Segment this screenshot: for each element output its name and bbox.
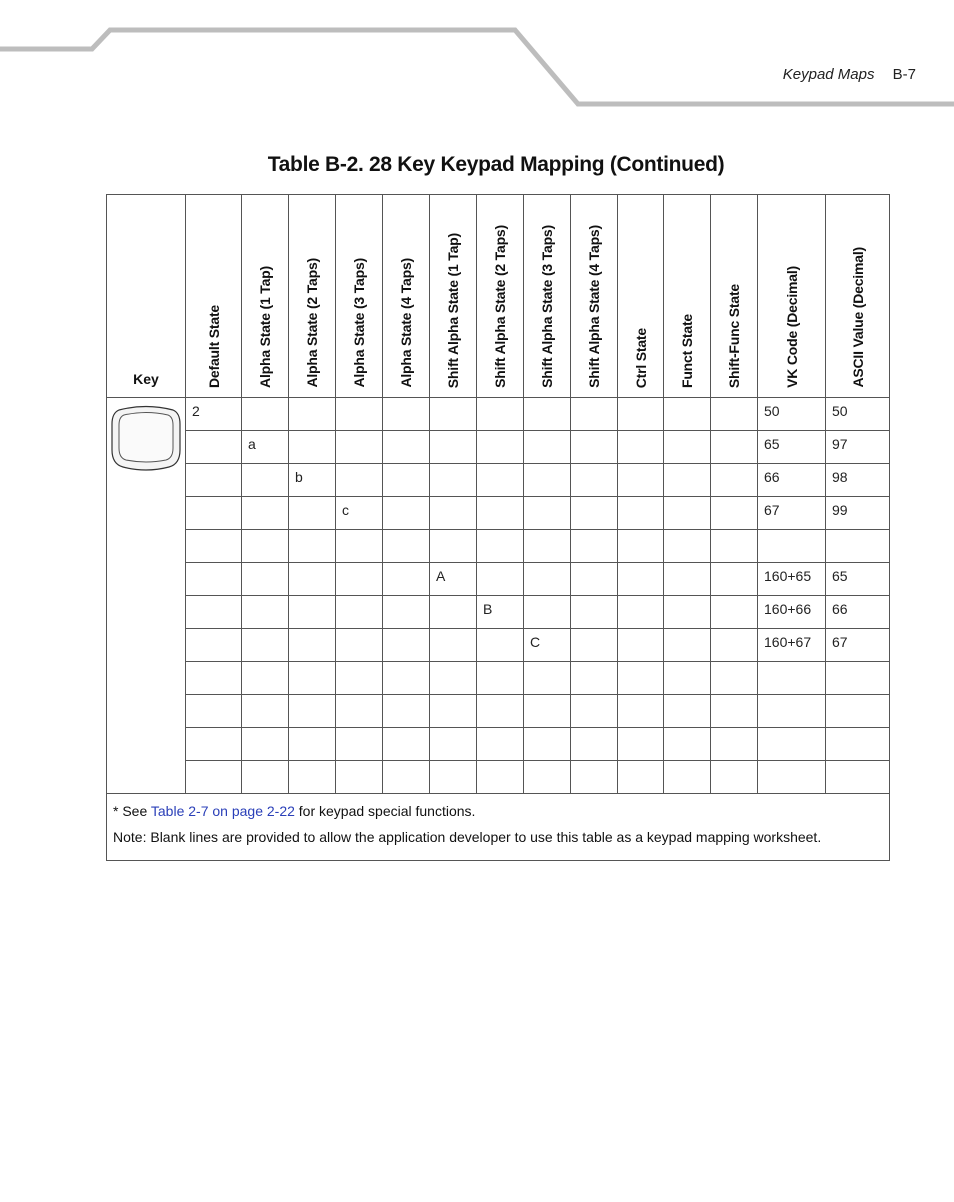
- table-row: [107, 596, 890, 629]
- table-cell: [430, 431, 477, 464]
- table-cell: [186, 530, 242, 563]
- table-row: [107, 464, 890, 497]
- table-cell: [571, 563, 618, 596]
- table-header-row: [107, 195, 890, 398]
- table-cell: 99: [826, 497, 890, 530]
- table-row: [107, 530, 890, 563]
- column-header-label: Alpha State (4 Taps): [398, 258, 414, 388]
- table-cell: [336, 662, 383, 695]
- table-cell: [242, 662, 289, 695]
- table-cell: [826, 761, 890, 794]
- table-cell: A: [430, 563, 477, 596]
- keypad-mapping-table: [106, 194, 890, 861]
- table-cell: [618, 464, 664, 497]
- table-cell: [826, 662, 890, 695]
- table-cell: 65: [826, 563, 890, 596]
- table-cell: [477, 662, 524, 695]
- table-cell: [430, 398, 477, 431]
- table-cell: [524, 398, 571, 431]
- column-header: [336, 195, 383, 398]
- table-cell: c: [336, 497, 383, 530]
- table-cell: [711, 695, 758, 728]
- table-cell: b: [289, 464, 336, 497]
- column-header-label: Shift Alpha State (4 Taps): [586, 225, 602, 388]
- running-header: [783, 66, 916, 83]
- column-header: [758, 195, 826, 398]
- table-cell: [477, 695, 524, 728]
- table-cell: [186, 728, 242, 761]
- table-cell: [477, 464, 524, 497]
- column-header-label: VK Code (Decimal): [783, 266, 800, 388]
- table-cell: [430, 596, 477, 629]
- table-cell: [336, 431, 383, 464]
- table-cell: [289, 629, 336, 662]
- table-cell: [289, 563, 336, 596]
- table-cell: [186, 629, 242, 662]
- table-cell: [664, 596, 711, 629]
- table-cell: [477, 761, 524, 794]
- table-cell: [618, 596, 664, 629]
- table-cell: [711, 431, 758, 464]
- table-cell: [571, 530, 618, 563]
- table-cell: [242, 398, 289, 431]
- column-header: [383, 195, 430, 398]
- table-row: [107, 497, 890, 530]
- table-cell: [336, 398, 383, 431]
- table-cell: [524, 464, 571, 497]
- column-header-label: Shift Alpha State (3 Taps): [539, 225, 555, 388]
- table-cell: [618, 497, 664, 530]
- table-cell: [383, 497, 430, 530]
- table-cell: [242, 728, 289, 761]
- table-cell: [477, 728, 524, 761]
- table-body: [107, 398, 890, 794]
- table-cell: 66: [758, 464, 826, 497]
- table-cell: [571, 596, 618, 629]
- table-cell: [336, 530, 383, 563]
- table-cell: [242, 530, 289, 563]
- column-header-label: Shift Alpha State (1 Tap): [445, 232, 461, 388]
- table-cell: [711, 563, 758, 596]
- table-cell: [618, 662, 664, 695]
- column-header: [186, 195, 242, 398]
- column-header-label: Key: [133, 371, 159, 387]
- table-cell: [336, 596, 383, 629]
- table-cell: [524, 728, 571, 761]
- table-cell: [477, 530, 524, 563]
- table-cell: [826, 695, 890, 728]
- table-cell: [664, 728, 711, 761]
- column-header: [477, 195, 524, 398]
- table-cell: [242, 596, 289, 629]
- table-cell: [571, 431, 618, 464]
- table-cell: [664, 464, 711, 497]
- table-cell: [430, 464, 477, 497]
- table-cell: [618, 530, 664, 563]
- table-cell: [826, 728, 890, 761]
- table-cell: [758, 662, 826, 695]
- table-cell: [524, 761, 571, 794]
- table-cell: [618, 431, 664, 464]
- table-cell: [289, 431, 336, 464]
- table-cell: 65: [758, 431, 826, 464]
- table-cell: [383, 398, 430, 431]
- table-cell: [186, 596, 242, 629]
- table-cell: [571, 398, 618, 431]
- table-cell: B: [477, 596, 524, 629]
- table-cell: [477, 431, 524, 464]
- table-cell: [430, 497, 477, 530]
- table-cell: [289, 530, 336, 563]
- table-cell: [664, 497, 711, 530]
- footnote-link[interactable]: Table 2-7 on page 2-22: [150, 803, 295, 819]
- table-cell: [242, 563, 289, 596]
- column-header-label: Alpha State (3 Taps): [351, 258, 367, 388]
- table-cell: [571, 761, 618, 794]
- table-title: Table B-2. 28 Key Keypad Mapping (Continued): [267, 153, 725, 176]
- column-header: [571, 195, 618, 398]
- table-cell: [186, 761, 242, 794]
- column-header: [242, 195, 289, 398]
- table-cell: [477, 497, 524, 530]
- table-cell: [336, 464, 383, 497]
- table-cell: [430, 728, 477, 761]
- table-row: [107, 398, 890, 431]
- table-row: [107, 728, 890, 761]
- column-header-label: Shift Alpha State (2 Taps): [492, 225, 508, 388]
- table-row: [107, 662, 890, 695]
- table-cell: [289, 695, 336, 728]
- table-cell: [383, 629, 430, 662]
- table-cell: [242, 629, 289, 662]
- header-decoration: [0, 0, 954, 120]
- table-cell: [242, 497, 289, 530]
- table-row: [107, 629, 890, 662]
- table-cell: [711, 497, 758, 530]
- table-cell: [289, 398, 336, 431]
- table-cell: [711, 596, 758, 629]
- column-header: [711, 195, 758, 398]
- column-header: [289, 195, 336, 398]
- table-cell: [711, 728, 758, 761]
- table-cell: [289, 596, 336, 629]
- table-cell: [524, 563, 571, 596]
- table-cell: [618, 629, 664, 662]
- table-cell: [524, 662, 571, 695]
- footnote-prefix: * See: [113, 803, 151, 819]
- table-cell: [758, 530, 826, 563]
- table-cell: [289, 662, 336, 695]
- table-cell: [430, 530, 477, 563]
- table-cell: 67: [758, 497, 826, 530]
- table-cell: 160+65: [758, 563, 826, 596]
- table-cell: [383, 662, 430, 695]
- table-cell: 50: [758, 398, 826, 431]
- table-cell: [664, 431, 711, 464]
- table-cell: [571, 497, 618, 530]
- table-cell: [186, 497, 242, 530]
- table-cell: [383, 728, 430, 761]
- footnote-suffix: for keypad special functions.: [294, 803, 476, 819]
- table-cell: [289, 497, 336, 530]
- table-cell: [571, 629, 618, 662]
- table-cell: [336, 563, 383, 596]
- table-cell: a: [242, 431, 289, 464]
- column-header-label: Alpha State (1 Tap): [257, 266, 273, 388]
- table-row: [107, 431, 890, 464]
- table-cell: C: [524, 629, 571, 662]
- table-cell: [242, 761, 289, 794]
- table-cell: [524, 695, 571, 728]
- table-cell: [571, 728, 618, 761]
- table-cell: 2: [186, 398, 242, 431]
- table-cell: [336, 695, 383, 728]
- table-footnote: [107, 794, 890, 861]
- table-cell: [477, 398, 524, 431]
- column-header-label: Alpha State (2 Taps): [304, 258, 320, 388]
- table-cell: [383, 761, 430, 794]
- column-header: [826, 195, 890, 398]
- table-cell: [336, 728, 383, 761]
- table-cell: 160+66: [758, 596, 826, 629]
- table-cell: [430, 629, 477, 662]
- table-cell: [571, 662, 618, 695]
- table-cell: [336, 629, 383, 662]
- table-row: [107, 695, 890, 728]
- page-number: B-7: [892, 66, 916, 83]
- table-cell: [711, 629, 758, 662]
- table-cell: [571, 695, 618, 728]
- table-cell: [758, 728, 826, 761]
- column-header: [524, 195, 571, 398]
- table-cell: [524, 530, 571, 563]
- table-cell: [618, 728, 664, 761]
- table-cell: [383, 695, 430, 728]
- table-cell: [664, 695, 711, 728]
- table-cell: [477, 629, 524, 662]
- table-cell: [186, 695, 242, 728]
- table-cell: [711, 530, 758, 563]
- table-cell: [524, 497, 571, 530]
- table-cell: [758, 761, 826, 794]
- table-cell: 66: [826, 596, 890, 629]
- table-cell: [289, 761, 336, 794]
- table-cell: [711, 398, 758, 431]
- table-cell: [571, 464, 618, 497]
- column-header: [664, 195, 711, 398]
- section-name: Keypad Maps: [782, 66, 875, 83]
- table-cell: 67: [826, 629, 890, 662]
- table-cell: [618, 761, 664, 794]
- column-header-key: [107, 195, 186, 398]
- blank-keypad-key-icon: [109, 404, 183, 472]
- table-cell: [664, 530, 711, 563]
- table-cell: [430, 662, 477, 695]
- table-cell: [664, 662, 711, 695]
- table-cell: [758, 695, 826, 728]
- table-cell: [711, 761, 758, 794]
- table-cell: [186, 431, 242, 464]
- table-cell: 50: [826, 398, 890, 431]
- table-cell: [524, 596, 571, 629]
- column-header-label: ASCII Value (Decimal): [849, 247, 866, 388]
- table-cell: 98: [826, 464, 890, 497]
- column-header-label: Default State: [205, 305, 222, 388]
- table-cell: [711, 662, 758, 695]
- table-cell: [618, 563, 664, 596]
- table-cell: [242, 695, 289, 728]
- table-cell: [711, 464, 758, 497]
- table-cell: [618, 695, 664, 728]
- table-cell: [186, 563, 242, 596]
- table-cell: [826, 530, 890, 563]
- table-cell: 160+67: [758, 629, 826, 662]
- table-cell: [186, 464, 242, 497]
- column-header: [430, 195, 477, 398]
- table-cell: [186, 662, 242, 695]
- column-header-label: Funct State: [679, 313, 695, 388]
- table-cell: [430, 761, 477, 794]
- column-header: [618, 195, 664, 398]
- table-cell: [383, 563, 430, 596]
- table-row: [107, 563, 890, 596]
- table-cell: [383, 464, 430, 497]
- column-header-label: Ctrl State: [632, 327, 649, 388]
- table-cell: [430, 695, 477, 728]
- table-cell: 97: [826, 431, 890, 464]
- key-cell: [107, 398, 186, 794]
- table-cell: [618, 398, 664, 431]
- table-cell: [383, 431, 430, 464]
- column-header-label: Shift-Func State: [726, 283, 742, 388]
- table-cell: [477, 563, 524, 596]
- table-cell: [664, 761, 711, 794]
- table-cell: [336, 761, 383, 794]
- table-cell: [664, 398, 711, 431]
- table-cell: [524, 431, 571, 464]
- table-note: Note: Blank lines are provided to allow the application developer to use this table as a keypad mapping worksheet.: [113, 829, 822, 845]
- table-cell: [383, 530, 430, 563]
- table-cell: [383, 596, 430, 629]
- table-cell: [242, 464, 289, 497]
- table-cell: [289, 728, 336, 761]
- table-row: [107, 761, 890, 794]
- table-cell: [664, 563, 711, 596]
- table-cell: [664, 629, 711, 662]
